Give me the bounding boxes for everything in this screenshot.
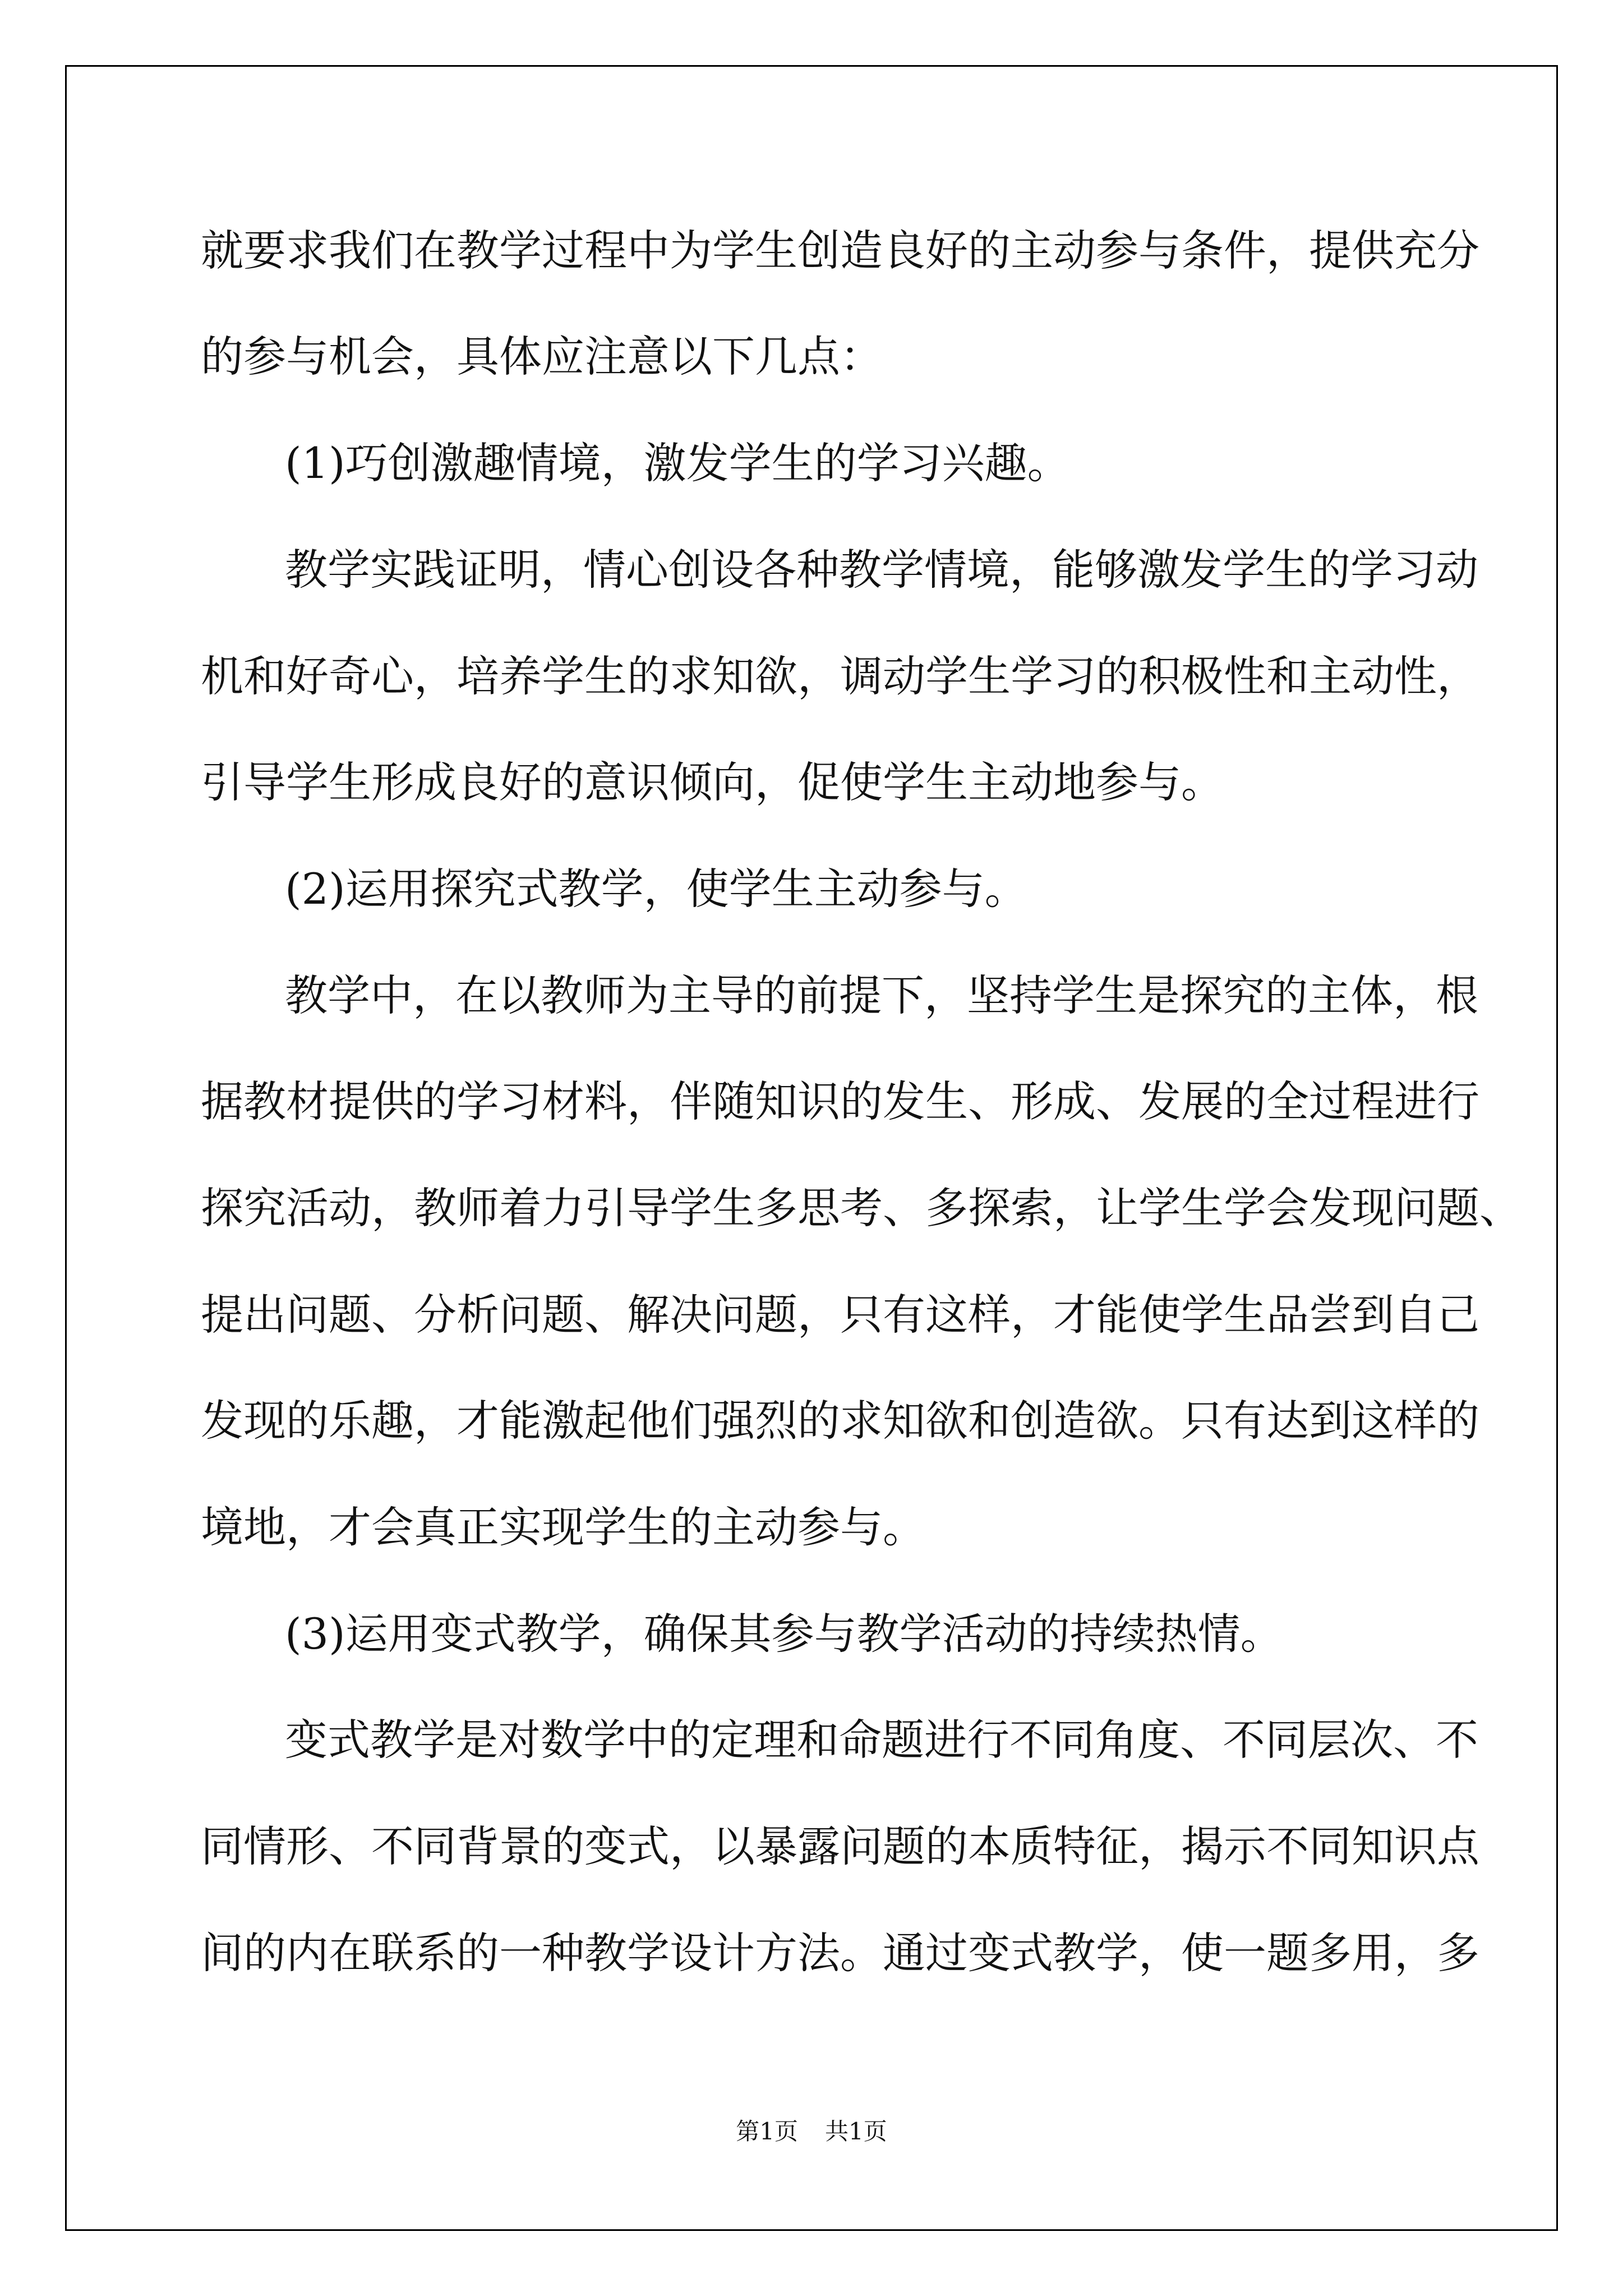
page-footer <box>0 2115 1623 2148</box>
text-line: 发现的乐趣，才能激起他们强烈的求知欲和创造欲。只有达到这样的 <box>201 1396 1479 1446</box>
section-heading-3: (3)运用变式教学，确保其参与教学活动的持续热情。 <box>285 1609 1283 1659</box>
text-line: 探究活动，教师着力引导学生多思考、多探索，让学生学会发现问题、 <box>201 1183 1522 1233</box>
text-line: 教学中，在以教师为主导的前提下，坚持学生是探究的主体，根 <box>285 970 1478 1020</box>
text-line: 引导学生形成良好的意识倾向，促使学生主动地参与。 <box>201 757 1224 807</box>
text-line: 提出问题、分析问题、解决问题，只有这样，才能使学生品尝到自己 <box>201 1290 1479 1340</box>
text-line: 间的内在联系的一种教学设计方法。通过变式教学，使一题多用，多 <box>201 1928 1479 1978</box>
text-line: 变式教学是对数学中的定理和命题进行不同角度、不同层次、不 <box>285 1715 1478 1765</box>
text-line: 的参与机会，具体应注意以下几点： <box>201 332 883 381</box>
page-count: 共1页 <box>825 2118 887 2145</box>
page-number: 第1页 <box>736 2118 798 2145</box>
section-heading-2: (2)运用探究式教学，使学生主动参与。 <box>285 864 1027 914</box>
text-line: 据教材提供的学习材料，伴随知识的发生、形成、发展的全过程进行 <box>201 1076 1479 1126</box>
text-line: 机和好奇心，培养学生的求知欲，调动学生学习的积极性和主动性， <box>201 651 1479 701</box>
text-line: 同情形、不同背景的变式，以暴露问题的本质特征，揭示不同知识点 <box>201 1821 1479 1871</box>
text-line: 境地，才会真正实现学生的主动参与。 <box>201 1502 925 1552</box>
text-line: 就要求我们在教学过程中为学生创造良好的主动参与条件，提供充分 <box>201 226 1479 275</box>
text-line: 教学实践证明，情心创设各种教学情境，能够激发学生的学习动 <box>285 545 1478 595</box>
section-heading-1: (1)巧创激趣情境，激发学生的学习兴趣。 <box>285 438 1070 488</box>
